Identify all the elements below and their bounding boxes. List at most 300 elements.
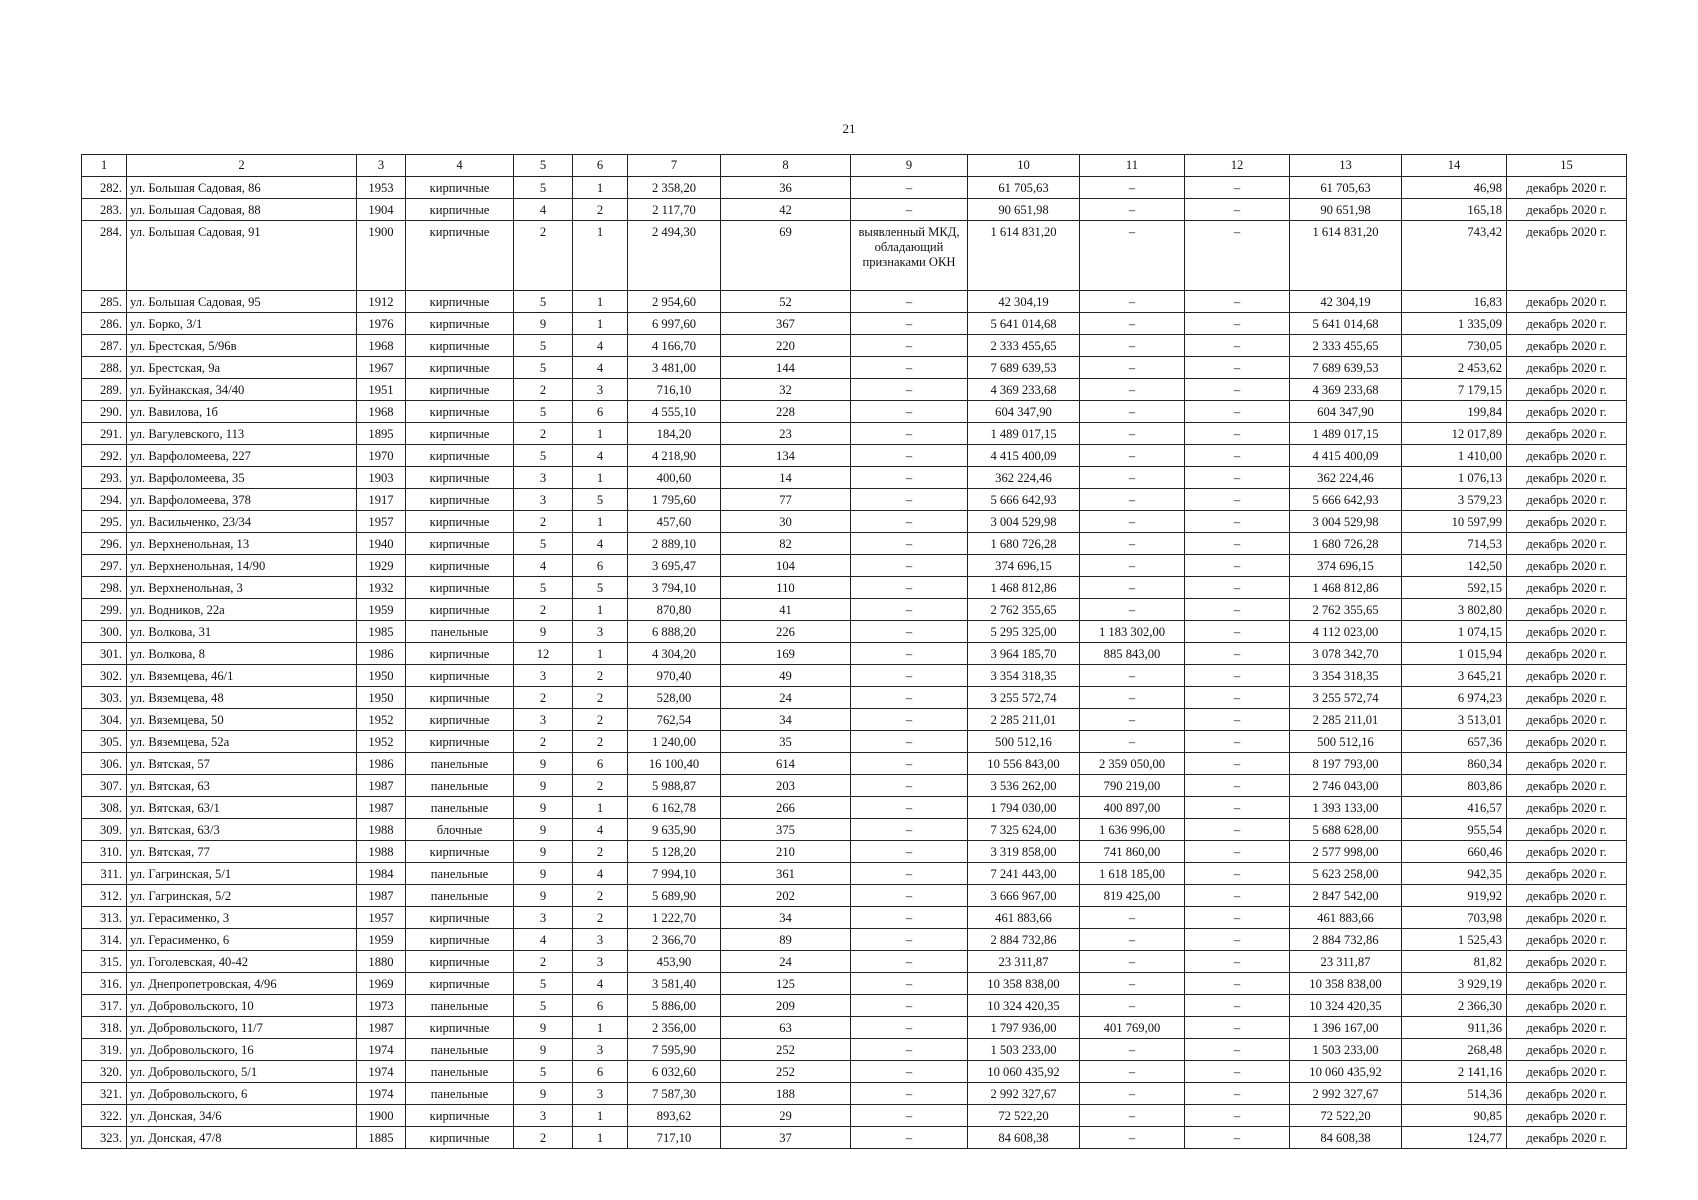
cell-address: ул. Верхненольная, 3	[127, 577, 357, 599]
cell-okn-status: –	[851, 1127, 968, 1149]
cell-residents: 104	[721, 555, 851, 577]
cell-col-11: –	[1080, 1083, 1185, 1105]
cell-entrances: 5	[573, 577, 628, 599]
cell-row-number: 295.	[82, 511, 127, 533]
cell-address: ул. Донская, 34/6	[127, 1105, 357, 1127]
cell-col-12: –	[1185, 731, 1290, 753]
cell-col-13: 2 992 327,67	[1290, 1083, 1402, 1105]
cell-wall-material: кирпичные	[406, 533, 514, 555]
cell-okn-status: –	[851, 313, 968, 335]
cell-okn-status: –	[851, 423, 968, 445]
table-row	[82, 1105, 1627, 1127]
cell-okn-status: –	[851, 379, 968, 401]
cell-col-14: 12 017,89	[1402, 423, 1507, 445]
cell-okn-status: –	[851, 973, 968, 995]
cell-completion-date: декабрь 2020 г.	[1507, 973, 1627, 995]
cell-residents: 228	[721, 401, 851, 423]
cell-col-13: 3 004 529,98	[1290, 511, 1402, 533]
cell-total-cost: 7 689 639,53	[968, 357, 1080, 379]
cell-residents: 32	[721, 379, 851, 401]
cell-col-12: –	[1185, 709, 1290, 731]
cell-col-12: –	[1185, 621, 1290, 643]
cell-col-11: –	[1080, 731, 1185, 753]
cell-address: ул. Гагринская, 5/1	[127, 863, 357, 885]
cell-col-11: –	[1080, 665, 1185, 687]
cell-wall-material: кирпичные	[406, 423, 514, 445]
table-row	[82, 423, 1627, 445]
cell-floors: 2	[514, 687, 573, 709]
cell-area: 3 581,40	[628, 973, 721, 995]
cell-col-12: –	[1185, 841, 1290, 863]
cell-col-11: 819 425,00	[1080, 885, 1185, 907]
cell-floors: 9	[514, 753, 573, 775]
cell-residents: 110	[721, 577, 851, 599]
cell-wall-material: кирпичные	[406, 1127, 514, 1149]
cell-year-built: 1950	[357, 687, 406, 709]
cell-col-14: 703,98	[1402, 907, 1507, 929]
cell-area: 2 889,10	[628, 533, 721, 555]
cell-completion-date: декабрь 2020 г.	[1507, 819, 1627, 841]
cell-col-11: –	[1080, 313, 1185, 335]
cell-col-13: 8 197 793,00	[1290, 753, 1402, 775]
cell-year-built: 1951	[357, 379, 406, 401]
cell-okn-status: –	[851, 177, 968, 199]
cell-residents: 375	[721, 819, 851, 841]
cell-residents: 614	[721, 753, 851, 775]
cell-wall-material: кирпичные	[406, 841, 514, 863]
cell-completion-date: декабрь 2020 г.	[1507, 357, 1627, 379]
cell-col-13: 2 285 211,01	[1290, 709, 1402, 731]
cell-address: ул. Большая Садовая, 88	[127, 199, 357, 221]
cell-area: 400,60	[628, 467, 721, 489]
cell-total-cost: 84 608,38	[968, 1127, 1080, 1149]
cell-col-13: 374 696,15	[1290, 555, 1402, 577]
cell-floors: 2	[514, 221, 573, 291]
cell-address: ул. Большая Садовая, 91	[127, 221, 357, 291]
cell-total-cost: 1 489 017,15	[968, 423, 1080, 445]
cell-okn-status: –	[851, 555, 968, 577]
cell-col-14: 142,50	[1402, 555, 1507, 577]
cell-row-number: 294.	[82, 489, 127, 511]
cell-col-14: 514,36	[1402, 1083, 1507, 1105]
cell-floors: 4	[514, 199, 573, 221]
cell-row-number: 302.	[82, 665, 127, 687]
cell-col-12: –	[1185, 973, 1290, 995]
cell-area: 2 356,00	[628, 1017, 721, 1039]
cell-row-number: 303.	[82, 687, 127, 709]
cell-col-12: –	[1185, 291, 1290, 313]
cell-col-11: –	[1080, 291, 1185, 313]
table-row	[82, 577, 1627, 599]
cell-col-13: 2 746 043,00	[1290, 775, 1402, 797]
cell-residents: 209	[721, 995, 851, 1017]
cell-floors: 5	[514, 335, 573, 357]
table-row	[82, 665, 1627, 687]
cell-okn-status: –	[851, 489, 968, 511]
cell-okn-status: –	[851, 599, 968, 621]
cell-completion-date: декабрь 2020 г.	[1507, 841, 1627, 863]
cell-col-14: 1 410,00	[1402, 445, 1507, 467]
cell-col-13: 42 304,19	[1290, 291, 1402, 313]
cell-col-13: 461 883,66	[1290, 907, 1402, 929]
cell-address: ул. Герасименко, 6	[127, 929, 357, 951]
cell-col-14: 165,18	[1402, 199, 1507, 221]
cell-wall-material: кирпичные	[406, 177, 514, 199]
cell-floors: 9	[514, 1083, 573, 1105]
cell-total-cost: 2 992 327,67	[968, 1083, 1080, 1105]
cell-col-13: 72 522,20	[1290, 1105, 1402, 1127]
cell-row-number: 314.	[82, 929, 127, 951]
header-cell-3: 3	[357, 155, 406, 177]
cell-completion-date: декабрь 2020 г.	[1507, 621, 1627, 643]
cell-year-built: 1957	[357, 907, 406, 929]
cell-okn-status: –	[851, 199, 968, 221]
cell-wall-material: кирпичные	[406, 951, 514, 973]
cell-area: 528,00	[628, 687, 721, 709]
table-row	[82, 709, 1627, 731]
table-row	[82, 907, 1627, 929]
cell-floors: 2	[514, 379, 573, 401]
cell-entrances: 1	[573, 291, 628, 313]
cell-okn-status: –	[851, 1105, 968, 1127]
cell-year-built: 1885	[357, 1127, 406, 1149]
cell-address: ул. Добровольского, 6	[127, 1083, 357, 1105]
cell-total-cost: 461 883,66	[968, 907, 1080, 929]
cell-row-number: 285.	[82, 291, 127, 313]
cell-address: ул. Вавилова, 1б	[127, 401, 357, 423]
cell-address: ул. Водников, 22а	[127, 599, 357, 621]
table-row	[82, 1039, 1627, 1061]
cell-col-12: –	[1185, 1105, 1290, 1127]
cell-address: ул. Борко, 3/1	[127, 313, 357, 335]
cell-floors: 9	[514, 313, 573, 335]
cell-col-14: 1 076,13	[1402, 467, 1507, 489]
cell-row-number: 300.	[82, 621, 127, 643]
cell-floors: 3	[514, 907, 573, 929]
cell-col-13: 5 623 258,00	[1290, 863, 1402, 885]
cell-total-cost: 3 354 318,35	[968, 665, 1080, 687]
cell-col-11: 400 897,00	[1080, 797, 1185, 819]
cell-floors: 3	[514, 709, 573, 731]
cell-entrances: 2	[573, 709, 628, 731]
cell-completion-date: декабрь 2020 г.	[1507, 1105, 1627, 1127]
cell-row-number: 290.	[82, 401, 127, 423]
cell-total-cost: 3 536 262,00	[968, 775, 1080, 797]
cell-completion-date: декабрь 2020 г.	[1507, 1061, 1627, 1083]
cell-address: ул. Верхненольная, 14/90	[127, 555, 357, 577]
cell-col-14: 16,83	[1402, 291, 1507, 313]
cell-total-cost: 604 347,90	[968, 401, 1080, 423]
table-row	[82, 995, 1627, 1017]
cell-col-13: 2 762 355,65	[1290, 599, 1402, 621]
cell-residents: 169	[721, 643, 851, 665]
cell-col-13: 4 369 233,68	[1290, 379, 1402, 401]
cell-completion-date: декабрь 2020 г.	[1507, 687, 1627, 709]
cell-col-12: –	[1185, 313, 1290, 335]
cell-floors: 2	[514, 731, 573, 753]
cell-okn-status: –	[851, 401, 968, 423]
cell-area: 6 997,60	[628, 313, 721, 335]
cell-wall-material: панельные	[406, 995, 514, 1017]
cell-wall-material: кирпичные	[406, 665, 514, 687]
cell-wall-material: кирпичные	[406, 709, 514, 731]
cell-okn-status: –	[851, 533, 968, 555]
cell-wall-material: кирпичные	[406, 577, 514, 599]
cell-col-12: –	[1185, 357, 1290, 379]
cell-completion-date: декабрь 2020 г.	[1507, 643, 1627, 665]
header-cell-1: 1	[82, 155, 127, 177]
cell-address: ул. Вяземцева, 46/1	[127, 665, 357, 687]
cell-col-12: –	[1185, 863, 1290, 885]
cell-col-11: –	[1080, 221, 1185, 291]
cell-okn-status: –	[851, 797, 968, 819]
cell-year-built: 1967	[357, 357, 406, 379]
cell-col-12: –	[1185, 221, 1290, 291]
cell-total-cost: 1 797 936,00	[968, 1017, 1080, 1039]
cell-completion-date: декабрь 2020 г.	[1507, 1083, 1627, 1105]
cell-year-built: 1986	[357, 753, 406, 775]
cell-col-11: –	[1080, 489, 1185, 511]
cell-col-13: 7 689 639,53	[1290, 357, 1402, 379]
cell-completion-date: декабрь 2020 г.	[1507, 335, 1627, 357]
cell-row-number: 311.	[82, 863, 127, 885]
cell-col-11: –	[1080, 357, 1185, 379]
cell-area: 6 888,20	[628, 621, 721, 643]
cell-completion-date: декабрь 2020 г.	[1507, 951, 1627, 973]
cell-col-11: –	[1080, 379, 1185, 401]
cell-floors: 5	[514, 995, 573, 1017]
cell-col-13: 2 847 542,00	[1290, 885, 1402, 907]
cell-wall-material: панельные	[406, 885, 514, 907]
cell-col-12: –	[1185, 1017, 1290, 1039]
cell-entrances: 1	[573, 177, 628, 199]
cell-wall-material: кирпичные	[406, 489, 514, 511]
cell-completion-date: декабрь 2020 г.	[1507, 199, 1627, 221]
cell-entrances: 3	[573, 379, 628, 401]
cell-col-12: –	[1185, 379, 1290, 401]
cell-wall-material: кирпичные	[406, 467, 514, 489]
cell-completion-date: декабрь 2020 г.	[1507, 885, 1627, 907]
table-row	[82, 753, 1627, 775]
cell-entrances: 1	[573, 511, 628, 533]
cell-col-12: –	[1185, 929, 1290, 951]
cell-row-number: 320.	[82, 1061, 127, 1083]
table-row	[82, 555, 1627, 577]
table-row	[82, 885, 1627, 907]
cell-okn-status: –	[851, 577, 968, 599]
cell-entrances: 2	[573, 775, 628, 797]
cell-wall-material: кирпичные	[406, 379, 514, 401]
cell-completion-date: декабрь 2020 г.	[1507, 797, 1627, 819]
cell-residents: 36	[721, 177, 851, 199]
cell-address: ул. Вяземцева, 50	[127, 709, 357, 731]
table-row	[82, 687, 1627, 709]
cell-col-12: –	[1185, 401, 1290, 423]
header-cell-4: 4	[406, 155, 514, 177]
cell-area: 2 954,60	[628, 291, 721, 313]
cell-floors: 5	[514, 973, 573, 995]
cell-wall-material: кирпичные	[406, 221, 514, 291]
cell-year-built: 1986	[357, 643, 406, 665]
cell-col-13: 1 393 133,00	[1290, 797, 1402, 819]
cell-col-14: 10 597,99	[1402, 511, 1507, 533]
cell-col-11: –	[1080, 907, 1185, 929]
cell-col-13: 10 358 838,00	[1290, 973, 1402, 995]
cell-entrances: 2	[573, 665, 628, 687]
cell-total-cost: 10 358 838,00	[968, 973, 1080, 995]
cell-residents: 252	[721, 1039, 851, 1061]
cell-residents: 35	[721, 731, 851, 753]
cell-residents: 14	[721, 467, 851, 489]
cell-wall-material: кирпичные	[406, 1105, 514, 1127]
cell-okn-status: –	[851, 1039, 968, 1061]
cell-col-13: 3 255 572,74	[1290, 687, 1402, 709]
cell-col-12: –	[1185, 995, 1290, 1017]
table-row	[82, 379, 1627, 401]
header-cell-11: 11	[1080, 155, 1185, 177]
cell-okn-status: –	[851, 643, 968, 665]
cell-floors: 9	[514, 797, 573, 819]
cell-residents: 34	[721, 907, 851, 929]
cell-col-14: 803,86	[1402, 775, 1507, 797]
cell-year-built: 1929	[357, 555, 406, 577]
cell-wall-material: кирпичные	[406, 511, 514, 533]
cell-area: 5 988,87	[628, 775, 721, 797]
cell-floors: 3	[514, 665, 573, 687]
cell-row-number: 321.	[82, 1083, 127, 1105]
cell-okn-status: выявленный МКД, обладающий признаками ОКН	[851, 221, 968, 291]
cell-year-built: 1974	[357, 1039, 406, 1061]
cell-year-built: 1969	[357, 973, 406, 995]
cell-entrances: 1	[573, 1017, 628, 1039]
cell-row-number: 288.	[82, 357, 127, 379]
cell-residents: 52	[721, 291, 851, 313]
cell-entrances: 4	[573, 863, 628, 885]
cell-year-built: 1988	[357, 819, 406, 841]
cell-floors: 3	[514, 467, 573, 489]
table-row	[82, 731, 1627, 753]
cell-total-cost: 10 060 435,92	[968, 1061, 1080, 1083]
cell-wall-material: кирпичные	[406, 357, 514, 379]
cell-completion-date: декабрь 2020 г.	[1507, 929, 1627, 951]
cell-entrances: 1	[573, 643, 628, 665]
cell-total-cost: 2 333 455,65	[968, 335, 1080, 357]
cell-total-cost: 3 319 858,00	[968, 841, 1080, 863]
table-row	[82, 467, 1627, 489]
cell-address: ул. Днепропетровская, 4/96	[127, 973, 357, 995]
cell-entrances: 5	[573, 489, 628, 511]
cell-row-number: 297.	[82, 555, 127, 577]
cell-address: ул. Добровольского, 11/7	[127, 1017, 357, 1039]
cell-year-built: 1952	[357, 731, 406, 753]
cell-okn-status: –	[851, 335, 968, 357]
cell-entrances: 4	[573, 819, 628, 841]
cell-address: ул. Вятская, 57	[127, 753, 357, 775]
table-row	[82, 401, 1627, 423]
cell-residents: 220	[721, 335, 851, 357]
cell-okn-status: –	[851, 687, 968, 709]
cell-row-number: 318.	[82, 1017, 127, 1039]
cell-row-number: 301.	[82, 643, 127, 665]
table-row	[82, 775, 1627, 797]
cell-col-14: 3 579,23	[1402, 489, 1507, 511]
cell-year-built: 1880	[357, 951, 406, 973]
cell-address: ул. Гагринская, 5/2	[127, 885, 357, 907]
cell-col-12: –	[1185, 643, 1290, 665]
cell-residents: 134	[721, 445, 851, 467]
cell-address: ул. Васильченко, 23/34	[127, 511, 357, 533]
cell-entrances: 2	[573, 687, 628, 709]
cell-residents: 367	[721, 313, 851, 335]
cell-col-13: 362 224,46	[1290, 467, 1402, 489]
cell-address: ул. Вятская, 63/3	[127, 819, 357, 841]
cell-col-14: 714,53	[1402, 533, 1507, 555]
header-cell-7: 7	[628, 155, 721, 177]
cell-area: 870,80	[628, 599, 721, 621]
cell-year-built: 1904	[357, 199, 406, 221]
cell-col-14: 919,92	[1402, 885, 1507, 907]
cell-wall-material: панельные	[406, 863, 514, 885]
cell-col-12: –	[1185, 665, 1290, 687]
cell-area: 970,40	[628, 665, 721, 687]
cell-col-11: 1 183 302,00	[1080, 621, 1185, 643]
cell-total-cost: 3 255 572,74	[968, 687, 1080, 709]
cell-area: 3 794,10	[628, 577, 721, 599]
cell-col-14: 124,77	[1402, 1127, 1507, 1149]
table-row	[82, 511, 1627, 533]
cell-floors: 12	[514, 643, 573, 665]
cell-col-12: –	[1185, 1083, 1290, 1105]
cell-completion-date: декабрь 2020 г.	[1507, 401, 1627, 423]
cell-row-number: 284.	[82, 221, 127, 291]
cell-address: ул. Донская, 47/8	[127, 1127, 357, 1149]
cell-address: ул. Большая Садовая, 95	[127, 291, 357, 313]
cell-entrances: 2	[573, 199, 628, 221]
cell-okn-status: –	[851, 841, 968, 863]
cell-col-13: 10 324 420,35	[1290, 995, 1402, 1017]
table-row	[82, 951, 1627, 973]
cell-col-14: 6 974,23	[1402, 687, 1507, 709]
cell-row-number: 305.	[82, 731, 127, 753]
cell-area: 5 689,90	[628, 885, 721, 907]
cell-col-14: 2 366,30	[1402, 995, 1507, 1017]
cell-entrances: 1	[573, 1105, 628, 1127]
cell-total-cost: 3 666 967,00	[968, 885, 1080, 907]
cell-col-13: 3 078 342,70	[1290, 643, 1402, 665]
cell-entrances: 4	[573, 335, 628, 357]
cell-address: ул. Варфоломеева, 227	[127, 445, 357, 467]
cell-row-number: 319.	[82, 1039, 127, 1061]
table-row	[82, 313, 1627, 335]
cell-completion-date: декабрь 2020 г.	[1507, 995, 1627, 1017]
cell-area: 5 128,20	[628, 841, 721, 863]
cell-wall-material: блочные	[406, 819, 514, 841]
cell-okn-status: –	[851, 665, 968, 687]
cell-area: 2 358,20	[628, 177, 721, 199]
cell-col-13: 1 503 233,00	[1290, 1039, 1402, 1061]
cell-total-cost: 7 325 624,00	[968, 819, 1080, 841]
cell-address: ул. Вятская, 77	[127, 841, 357, 863]
table-row	[82, 599, 1627, 621]
cell-col-13: 5 641 014,68	[1290, 313, 1402, 335]
cell-year-built: 1976	[357, 313, 406, 335]
cell-area: 184,20	[628, 423, 721, 445]
cell-completion-date: декабрь 2020 г.	[1507, 665, 1627, 687]
cell-entrances: 6	[573, 1061, 628, 1083]
cell-floors: 5	[514, 291, 573, 313]
cell-address: ул. Верхненольная, 13	[127, 533, 357, 555]
table-row	[82, 863, 1627, 885]
